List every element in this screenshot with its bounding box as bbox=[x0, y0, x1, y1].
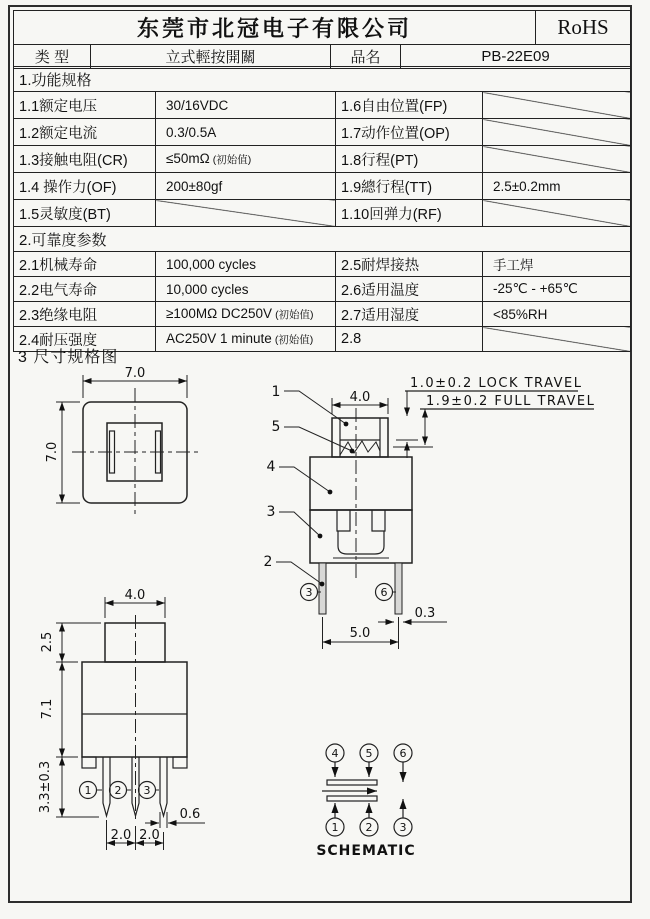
spec-label: 1.5灵敏度(BT) bbox=[14, 200, 156, 227]
body-outline bbox=[82, 662, 187, 757]
dimension-drawings bbox=[0, 345, 650, 919]
schematic-pin-6: 6 bbox=[399, 747, 407, 760]
product-name-value: PB-22E09 bbox=[401, 45, 631, 69]
spec-value-na bbox=[483, 146, 631, 173]
section2-title-row bbox=[14, 227, 631, 252]
dim-width: 7.0 bbox=[124, 366, 146, 381]
table-row bbox=[14, 92, 631, 119]
header-table bbox=[13, 10, 631, 69]
type-value: 立式輕按開關 bbox=[91, 45, 331, 69]
spec-value: 100,000 cycles bbox=[156, 252, 336, 277]
dim-cap-height: 2.5 bbox=[40, 631, 55, 653]
contact-dome bbox=[338, 531, 384, 554]
spec-label: 1.8行程(PT) bbox=[336, 146, 483, 173]
spec-label: 1.3接触电阻(CR) bbox=[14, 146, 156, 173]
schematic-pin-2: 2 bbox=[365, 821, 373, 834]
spec-label: 2.1机械寿命 bbox=[14, 252, 156, 277]
type-label: 类 型 bbox=[14, 45, 91, 69]
pin bbox=[319, 563, 326, 614]
spec-label: 2.3绝缘电阻 bbox=[14, 302, 156, 327]
dim-pitch-b: 2.0 bbox=[139, 828, 160, 843]
spec-value: 2.5±0.2mm bbox=[483, 173, 631, 200]
spec-value: 0.3/0.5A bbox=[156, 119, 336, 146]
callout-3: 3 bbox=[266, 504, 276, 520]
table-row bbox=[14, 277, 631, 302]
pin-label-6: 6 bbox=[380, 586, 388, 599]
spec-value bbox=[156, 302, 336, 327]
dim-cap-width: 4.0 bbox=[349, 390, 371, 405]
spec-value: 10,000 cycles bbox=[156, 277, 336, 302]
callout-4: 4 bbox=[266, 459, 276, 475]
table-row bbox=[14, 146, 631, 173]
spec-value-text: ≥100MΩ DC250V bbox=[166, 306, 273, 321]
dim-pin-pitch: 5.0 bbox=[349, 626, 371, 641]
table-row bbox=[14, 302, 631, 327]
spec-label: 1.9總行程(TT) bbox=[336, 173, 483, 200]
spec-label: 1.6自由位置(FP) bbox=[336, 92, 483, 119]
full-travel-label: 1.9±0.2 FULL TRAVEL bbox=[426, 394, 596, 409]
schematic-pin-1: 1 bbox=[331, 821, 339, 834]
spec-value: 30/16VDC bbox=[156, 92, 336, 119]
pin-label-3: 3 bbox=[305, 586, 313, 599]
lower-body bbox=[310, 510, 412, 563]
spec-value-note: (初始值) bbox=[212, 154, 252, 166]
contact-plate-bottom bbox=[327, 796, 377, 801]
type-row bbox=[14, 45, 631, 69]
spec-value-na bbox=[483, 119, 631, 146]
spec-value: -25℃ - +65℃ bbox=[483, 277, 631, 302]
upper-body bbox=[310, 457, 412, 510]
spec-value-text: ≤50mΩ bbox=[166, 151, 210, 166]
dim-pin-thickness: 0.3 bbox=[414, 606, 436, 621]
company-name: 东莞市北冠电子有限公司 bbox=[14, 11, 536, 45]
pin-label-2: 2 bbox=[114, 784, 122, 797]
top-view-drawing bbox=[45, 366, 198, 517]
dim-cap-width: 4.0 bbox=[124, 588, 146, 603]
dim-height: 7.0 bbox=[45, 441, 60, 463]
spec-value-note: (初始值) bbox=[275, 309, 314, 321]
dim-body-height: 7.1 bbox=[40, 698, 55, 720]
pin bbox=[160, 757, 167, 816]
spec-label: 1.10回弹力(RF) bbox=[336, 200, 483, 227]
dim-pitch-a: 2.0 bbox=[110, 828, 132, 843]
company-row bbox=[14, 11, 631, 45]
schematic-pin-3: 3 bbox=[399, 821, 407, 834]
pin-label-1: 1 bbox=[84, 784, 92, 797]
contact-plate-top bbox=[327, 780, 377, 785]
rohs-badge: RoHS bbox=[536, 11, 631, 45]
pin bbox=[395, 563, 402, 614]
spec-value-note: (初始值) bbox=[274, 334, 314, 346]
lock-travel-label: 1.0±0.2 LOCK TRAVEL bbox=[410, 376, 583, 391]
callout-5: 5 bbox=[271, 419, 281, 435]
spec-label: 2.4耐压强度 bbox=[14, 327, 156, 352]
dim-pin-width: 0.6 bbox=[179, 807, 201, 822]
spec-value: <85%RH bbox=[483, 302, 631, 327]
spec-value-na bbox=[483, 92, 631, 119]
section2-title: 2.可靠度参数 bbox=[14, 227, 631, 252]
spec-label: 1.7动作位置(OP) bbox=[336, 119, 483, 146]
callout-2: 2 bbox=[263, 554, 273, 570]
spec-label: 2.2电气寿命 bbox=[14, 277, 156, 302]
spec-value bbox=[156, 146, 336, 173]
schematic-pin-4: 4 bbox=[331, 747, 339, 760]
spec-label: 2.5耐焊接热 bbox=[336, 252, 483, 277]
spec-label: 2.6适用温度 bbox=[336, 277, 483, 302]
schematic-pin-5: 5 bbox=[365, 747, 373, 760]
spec-value-na bbox=[156, 200, 336, 227]
spec-label: 2.8 bbox=[336, 327, 483, 352]
spec-value-text: AC250V 1 minute bbox=[166, 331, 272, 346]
spec-label: 1.1额定电压 bbox=[14, 92, 156, 119]
pin bbox=[103, 757, 110, 816]
table-row bbox=[14, 119, 631, 146]
spec-label: 1.2额定电流 bbox=[14, 119, 156, 146]
side-view-drawing bbox=[264, 376, 596, 649]
schematic-title: SCHEMATIC bbox=[316, 843, 416, 859]
callout-1: 1 bbox=[271, 384, 281, 400]
spec-label: 1.4 操作力(OF) bbox=[14, 173, 156, 200]
table-row bbox=[14, 173, 631, 200]
schematic-drawing bbox=[316, 744, 415, 859]
spec-value-na bbox=[483, 200, 631, 227]
product-name-label: 品名 bbox=[331, 45, 401, 69]
table-row bbox=[14, 200, 631, 227]
dim-pin-length: 3.3±0.3 bbox=[38, 760, 53, 814]
section1-title-row bbox=[14, 67, 631, 92]
section1-title: 1.功能规格 bbox=[14, 67, 631, 92]
spec-label: 2.7适用湿度 bbox=[336, 302, 483, 327]
spec-table bbox=[13, 66, 631, 352]
drawing-section-heading: 3 尺寸规格图 bbox=[18, 349, 119, 366]
pin-label-3: 3 bbox=[143, 784, 151, 797]
spec-value: 200±80gf bbox=[156, 173, 336, 200]
spec-value: 手工焊 bbox=[483, 252, 631, 277]
table-row bbox=[14, 252, 631, 277]
front-view-drawing bbox=[38, 588, 205, 850]
